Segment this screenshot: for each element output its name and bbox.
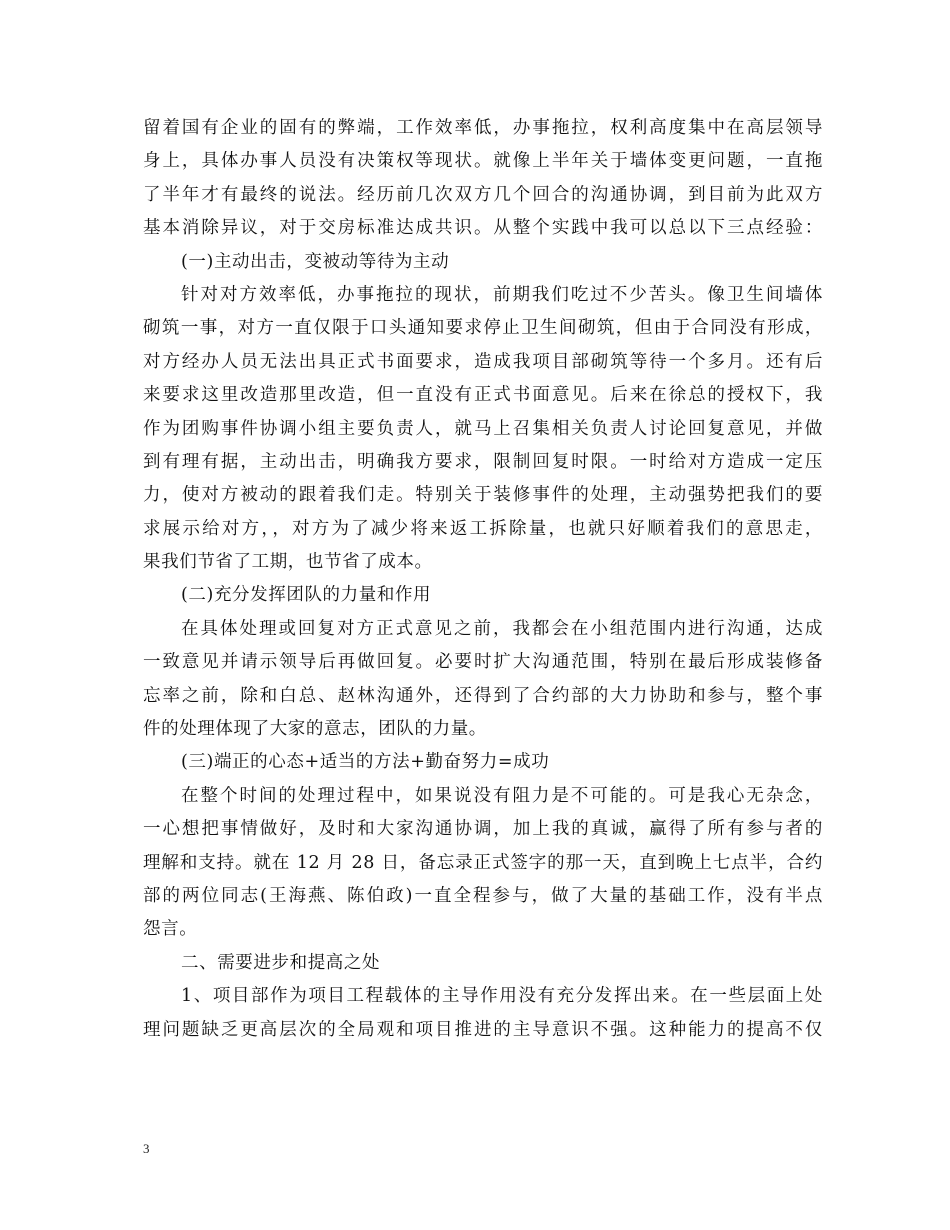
- text-line: 砌筑一事，对方一直仅限于口头通知要求停止卫生间砌筑，但由于合同没有形成，: [143, 318, 823, 339]
- text-line: 针对对方效率低，办事拖拉的现状，前期我们吃过不少苦头。像卫生间墙体: [181, 284, 823, 305]
- text-line: 来要求这里改造那里改造，但一直没有正式书面意见。后来在徐总的授权下，我: [143, 385, 823, 406]
- text-line: 到有理有据，主动出击，明确我方要求，限制回复时限。一时给对方造成一定压: [143, 451, 823, 472]
- text-line: 作为团购事件协调小组主要负责人，就马上召集相关负责人讨论回复意见，并做: [143, 418, 823, 439]
- text-line: 二、需要进步和提高之处: [181, 952, 381, 973]
- text-line: 果我们节省了工期，也节省了成本。: [143, 552, 433, 573]
- text-line: 一致意见并请示领导后再做回复。必要时扩大沟通范围，特别在最后形成装修备: [143, 652, 823, 673]
- text-line: 理解和支持。就在 12 月 28 日，备忘录正式签字的那一天，直到晚上七点半，合约: [143, 852, 823, 873]
- text-line: 件的处理体现了大家的意志，团队的力量。: [143, 719, 487, 740]
- text-line: 在具体处理或回复对方正式意见之前，我都会在小组范围内进行沟通，达成: [181, 618, 823, 639]
- text-line: 对方经办人员无法出具正式书面要求，造成我项目部砌筑等待一个多月。还有后: [143, 351, 823, 372]
- text-line: 1、项目部作为项目工程载体的主导作用没有充分发挥出来。在一些层面上处: [181, 986, 823, 1007]
- text-line: 理问题缺乏更高层次的全局观和项目推进的主导意识不强。这种能力的提高不仅: [143, 1019, 823, 1040]
- text-line: 基本消除异议，对于交房标准达成共识。从整个实践中我可以总以下三点经验：: [143, 218, 823, 239]
- text-line: 身上，具体办事人员没有决策权等现状。就像上半年关于墙体变更问题，一直拖: [143, 151, 823, 172]
- text-line: 留着国有企业的固有的弊端，工作效率低，办事拖拉，权利高度集中在高层领导: [143, 118, 823, 138]
- page-number: 3: [143, 1141, 150, 1156]
- text-line: 一心想把事情做好，及时和大家沟通协调，加上我的真诚，赢得了所有参与者的: [143, 819, 823, 840]
- document-body: [143, 112, 823, 1047]
- text-line: 求展示给对方，，对方为了减少将来返工拆除量，也就只好顺着我们的意思走，: [143, 518, 823, 539]
- text-line: (二)充分发挥团队的力量和作用: [181, 585, 432, 606]
- text-line: 忘率之前，除和白总、赵林沟通外，还得到了合约部的大力协助和参与，整个事: [143, 685, 823, 706]
- text-line: 了半年才有最终的说法。经历前几次双方几个回合的沟通协调，到目前为此双方: [143, 184, 823, 205]
- text-line: (一)主动出击，变被动等待为主动: [181, 251, 450, 272]
- text-line: 怨言。: [143, 919, 198, 940]
- text-line: 部的两位同志(王海燕、陈伯政)一直全程参与，做了大量的基础工作，没有半点: [143, 885, 823, 906]
- text-line: (三)端正的心态+适当的方法+勤奋努力=成功: [181, 752, 550, 773]
- text-line: 在整个时间的处理过程中，如果说没有阻力是不可能的。可是我心无杂念，: [181, 785, 823, 806]
- text-line: 力，使对方被动的跟着我们走。特别关于装修事件的处理，主动强势把我们的要: [143, 485, 823, 506]
